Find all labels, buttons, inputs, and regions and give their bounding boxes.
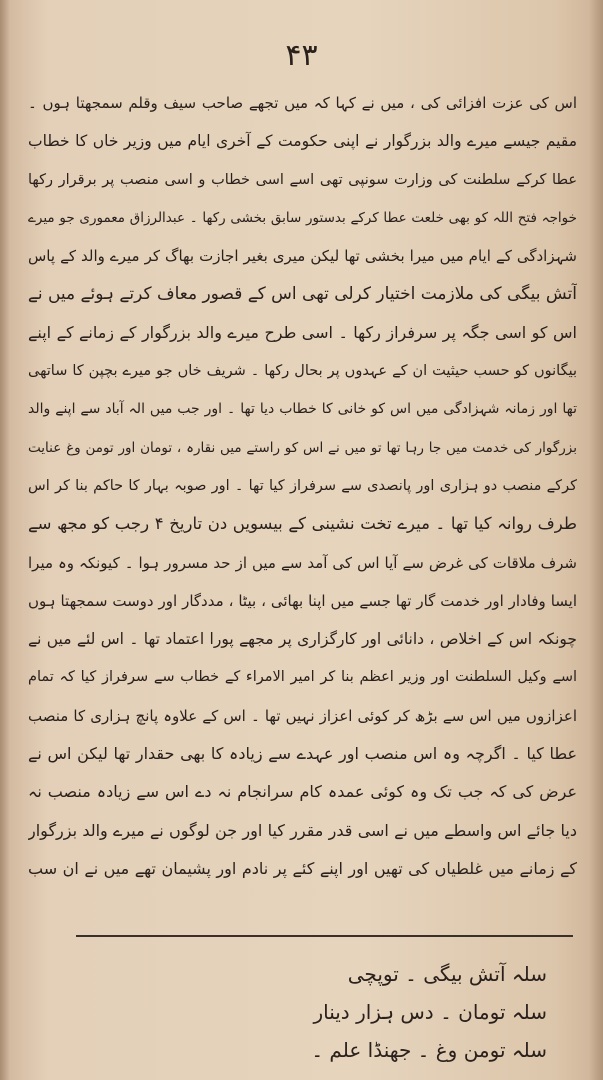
text-line: عطا کرکے سلطنت کی وزارت سونپی تھی اسے اسی خطاب و اسی منصب پر برقرار رکھا bbox=[28, 171, 577, 188]
text-line: اسے وکیل السلطنت اور وزیر اعظم بنا کر امیر الامراء کے خطاب سے سرفراز کیا کہ تمام bbox=[28, 669, 577, 686]
text-line: ایسا وفادار اور خدمت گار تھا جسے میں اپنا بھائی ، بیٹا ، مددگار اور دوست سمجھتا ہوں bbox=[28, 591, 577, 610]
footnotes bbox=[311, 955, 547, 1069]
text-line: مقیم جیسے میرے والد بزرگوار نے اپنی حکومت کے آخری ایام میں وزیر خاں کا خطاب bbox=[28, 132, 577, 151]
text-line: آتش بیگی کی ملازمت اختیار کرلی تھی اس کے قصور معاف کرتے ہوئے میں نے bbox=[28, 284, 577, 305]
text-line: چونکہ اس کے اخلاص ، دانائی اور کارگزاری پر مجھے پورا اعتماد تھا ۔ اس لئے میں نے bbox=[28, 630, 577, 649]
page-edge-shadow-left bbox=[0, 0, 10, 1080]
text-line: تھا اور زمانہ شہزادگی میں اس کو خانی کا خطاب دیا تھا ۔ اور جب میں الہ آباد سے اپنے والد bbox=[28, 401, 577, 418]
text-line: بزرگوار کی خدمت میں جا رہا تھا تو میں نے اس کو راستے میں نقارہ ، تومان اور تومن وغ عنایت bbox=[28, 439, 577, 456]
text-line: عطا کیا ۔ اگرچہ وہ اس منصب اور عہدے سے زیادہ کا بھی حقدار تھا لیکن اس نے bbox=[28, 744, 577, 764]
footnote: سلہ تومان ۔ دس ہزار دینار bbox=[313, 1000, 547, 1024]
text-line: شرف ملاقات کی غرض سے آیا اس کی آمد سے میں از حد مسرور ہوا ۔ کیونکہ وہ میرا bbox=[28, 553, 577, 572]
text-line: عرض کی کہ جب تک وہ کوئی عمدہ کام سرانجام نہ دے اس سے زیادہ منصب نہ bbox=[28, 782, 577, 802]
text-line: خواجہ فتح اللہ کو بھی خلعت عطا کرکے بدستور سابق بخشی رکھا ۔ عبدالرزاق معموری جو میرے bbox=[28, 209, 577, 226]
page-number: ۴۳ bbox=[285, 38, 318, 73]
text-line: شہزادگی کے ایام میں میرا بخشی تھا لیکن میری بغیر اجازت بھاگ کر میرے والد کے پاس bbox=[28, 247, 577, 266]
text-line: طرف روانہ کیا تھا ۔ میرے تخت نشینی کے بیسویں دن تاریخ ۴ رجب کو مجھ سے bbox=[28, 514, 577, 534]
text-line: اس کی عزت افزائی کی ، میں نے کہا کہ میں تجھے صاحب سیف وقلم سمجھتا ہوں ۔ bbox=[28, 94, 577, 112]
footnote: سلہ تومن وغ ۔ جھنڈا علم ۔ bbox=[311, 1038, 547, 1062]
footnote: سلہ آتش بیگی ۔ توپچی bbox=[347, 962, 547, 986]
text-line: اس کو اسی جگہ پر سرفراز رکھا ۔ اسی طرح میرے والد بزرگوار کے زمانے کے اپنے bbox=[28, 322, 577, 342]
footnote-divider bbox=[76, 935, 573, 937]
text-line: کے زمانے میں غلطیاں کی تھیں اور اپنے کئے پر نادم اور پشیمان تھے میں نے ان سب bbox=[28, 858, 577, 878]
body-text bbox=[28, 84, 577, 888]
text-line: اعزازوں میں اس سے بڑھ کر کوئی اعزاز نہیں تھا ۔ اس کے علاوہ پانچ ہزاری کا منصب bbox=[28, 706, 577, 725]
text-line: بیگانوں کو حسب حیثیت ان کے عہدوں پر بحال رکھا ۔ شریف خاں جو میرے بچپن کا ساتھی bbox=[28, 363, 577, 380]
page-edge-shadow-right bbox=[589, 0, 603, 1080]
text-line: دیا جائے اس واسطے میں نے اسی قدر مقرر کیا اور جن لوگوں نے میرے والد بزرگوار bbox=[28, 820, 577, 840]
text-line: کرکے منصب دو ہزاری اور پانصدی سے سرفراز کیا تھا ۔ اور صوبہ بہار کا حاکم بنا کر اس bbox=[28, 477, 577, 494]
